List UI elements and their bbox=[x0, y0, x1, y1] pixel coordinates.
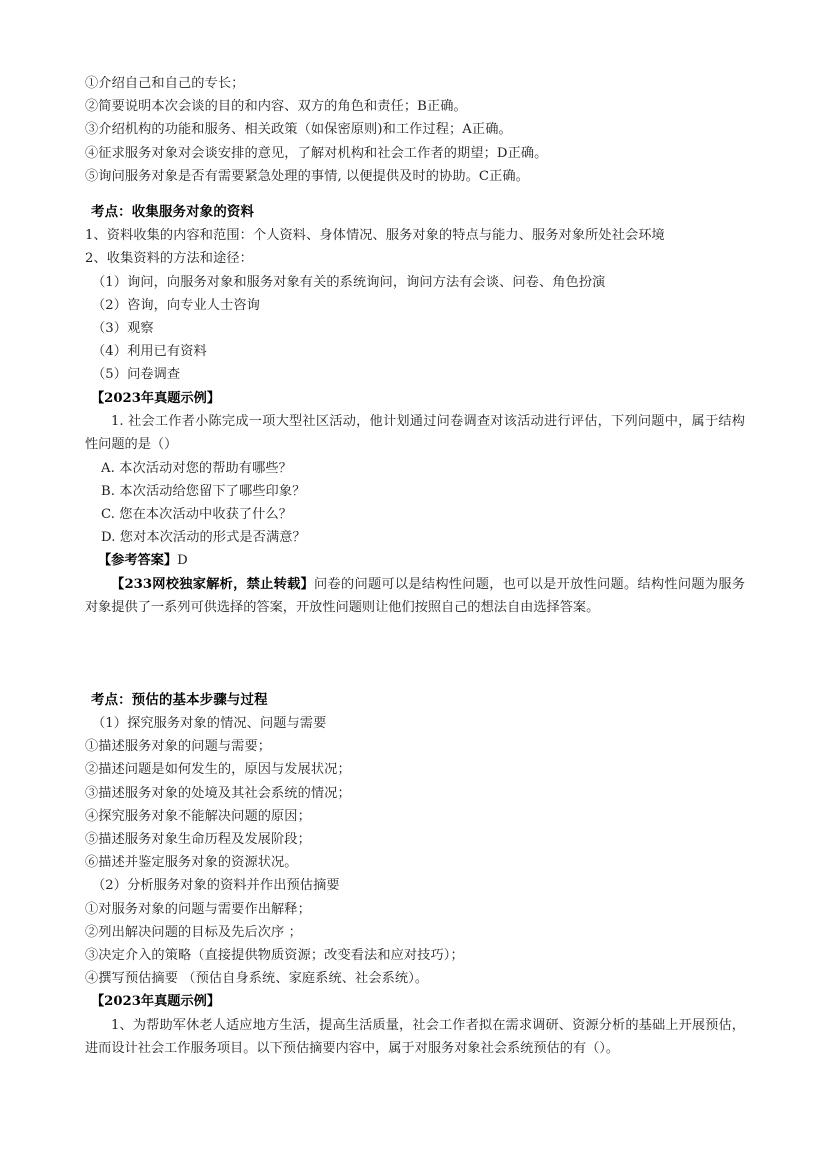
list-item: ②描述问题是如何发生的，原因与发展状况； bbox=[85, 762, 351, 778]
option-c: C. 您在本次活动中收获了什么？ bbox=[101, 507, 293, 523]
list-item: （3）观察 bbox=[92, 321, 154, 337]
step-two-title: （2）分析服务对象的资料并作出预估摘要 bbox=[92, 878, 340, 894]
exam-question-text: 1、为帮助军休老人适应地方生活，提高生活质量，社会工作者拟在需求调研、资源分析的基础上开展预估，进而设计社会工作服务项目。以下预估摘要内容中，属于对服务对象社会系统预估的有（）。 bbox=[85, 1017, 745, 1056]
list-item: ③描述服务对象的处境及其社会系统的情况； bbox=[85, 785, 351, 801]
option-a: A. 本次活动对您的帮助有哪些？ bbox=[101, 460, 292, 476]
list-item: ④征求服务对象对会谈安排的意见，了解对机构和社会工作者的期望；D正确。 bbox=[85, 145, 548, 161]
step-two-item-list bbox=[85, 898, 745, 991]
list-item: ②简要说明本次会谈的目的和内容、双方的角色和责任；B正确。 bbox=[85, 99, 467, 115]
list-item: ①描述服务对象的问题与需要； bbox=[85, 739, 272, 755]
list-item: ③决定介入的策略（直接提供物质资源；改变看法和应对技巧）； bbox=[85, 947, 464, 963]
list-item: ④撰写预估摘要 （预估自身系统、家庭系统、社会系统）。 bbox=[85, 971, 429, 987]
reference-answer bbox=[85, 549, 745, 572]
list-item: （5）问卷调查 bbox=[92, 367, 181, 383]
exam-example-marker: 【2023年真题示例】 bbox=[91, 390, 221, 406]
list-item: （1）询问，向服务对象和服务对象有关的系统询问，询问方法有会谈、问卷、角色扮演 bbox=[92, 274, 606, 290]
exam-question-text: 1. 社会工作者小陈完成一项大型社区活动，他计划通过问卷调查对该活动进行评估，下列问题中，属于结构性问题的是（） bbox=[85, 413, 745, 453]
exam-example-marker: 【2023年真题示例】 bbox=[91, 994, 221, 1010]
list-item: 2、收集资料的方法和途径： bbox=[85, 251, 253, 267]
intro-item-list bbox=[85, 72, 745, 188]
reference-answer-label: 【参考答案】 bbox=[98, 553, 178, 569]
list-item: ⑤描述服务对象生命历程及发展阶段； bbox=[85, 831, 311, 847]
analysis-text: 问卷的问题可以是结构性问题，也可以是开放性问题。结构性问题为服务对象提供了一系列可供选择的答案，开放性问题则让他们按照自己的想法自由选择答案。 bbox=[85, 576, 746, 616]
list-item: （4）利用已有资料 bbox=[92, 344, 207, 360]
list-item: ⑥描述并鉴定服务对象的资源状况。 bbox=[85, 855, 298, 871]
section-heading-assessment-steps: 考点：预估的基本步骤与过程 bbox=[91, 691, 268, 708]
exam-option-list bbox=[85, 457, 745, 550]
reference-answer-value: D bbox=[177, 553, 188, 569]
list-item: ①介绍自己和自己的专长； bbox=[85, 76, 245, 91]
list-item: ②列出解决问题的目标及先后次序 ； bbox=[85, 924, 302, 940]
option-b: B. 本次活动给您留下了哪些印象？ bbox=[101, 483, 306, 499]
document-body bbox=[85, 72, 745, 1060]
analysis-label: 【233网校独家解析，禁止转载】 bbox=[111, 576, 315, 592]
list-item: ①对服务对象的问题与需要作出解释； bbox=[85, 901, 311, 917]
list-item: ③介绍机构的功能和服务、相关政策（如保密原则)和工作过程；A正确。 bbox=[85, 122, 512, 138]
spacer bbox=[85, 188, 745, 201]
section-one-sub-items bbox=[85, 271, 745, 387]
step-one-title: （1）探究服务对象的情况、问题与需要 bbox=[92, 715, 327, 731]
list-item: ⑤询问服务对象是否有需要紧急处理的事情, 以便提供及时的协助。C正确。 bbox=[85, 168, 529, 184]
list-item: （2）咨询，向专业人士咨询 bbox=[92, 297, 260, 313]
step-one-item-list bbox=[85, 735, 745, 874]
section-spacer bbox=[85, 620, 745, 689]
section-heading-collect-data: 考点：收集服务对象的资料 bbox=[91, 204, 255, 221]
list-item: ④探究服务对象不能解决问题的原因； bbox=[85, 808, 311, 824]
list-item: 1、资料收集的内容和范围：个人资料、身体情况、服务对象的特点与能力、服务对象所处社会环境 bbox=[85, 228, 665, 244]
option-d: D. 您对本次活动的形式是否满意？ bbox=[101, 530, 306, 546]
section-one-items bbox=[85, 224, 745, 270]
answer-analysis bbox=[85, 573, 745, 620]
